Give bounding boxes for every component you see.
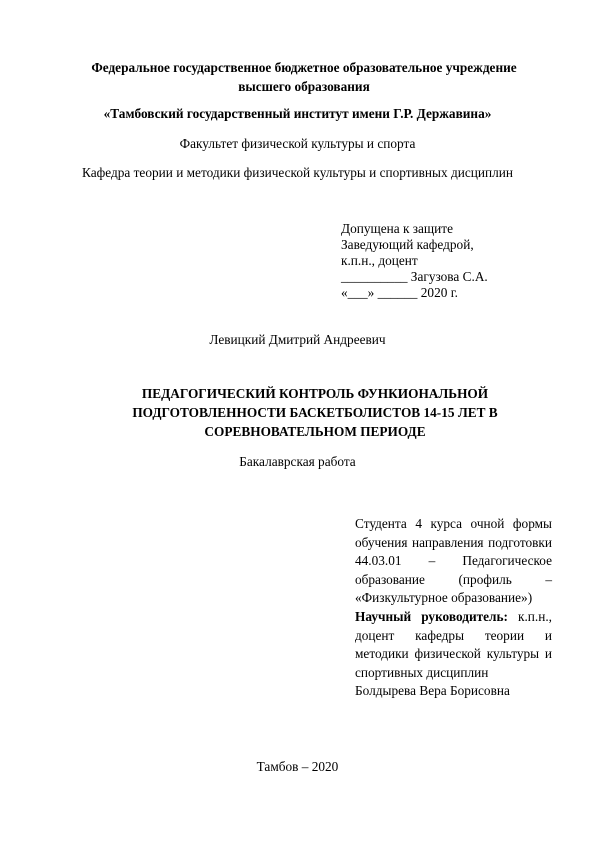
institute-name: «Тамбовский государственный институт имени Г.Р. Державина» [103, 106, 492, 121]
approval-degree: к.п.н., доцент [341, 253, 418, 268]
supervisor-details: к.п.н., доцент кафедры теории и методики физической культуры и спортивных дисциплин [355, 608, 552, 680]
approval-admitted: Допущена к защите [341, 221, 453, 236]
supervisor-info [355, 608, 552, 682]
supervisor-label: Научный руководитель: [355, 608, 508, 624]
thesis-title-line-2: ПОДГОТОВЛЕННОСТИ БАСКЕТБОЛИСТОВ 14-15 ЛЕТ В [132, 405, 498, 420]
student-info: Студента 4 курса очной формы обучения направления подготовки 44.03.01 – Педагогическое образование (профиль – «Физкультурное образование») [355, 516, 552, 606]
department-name: Кафедра теории и методики физической культуры и спортивных дисциплин [82, 165, 513, 180]
thesis-title-line-3: СОРЕВНОВАТЕЛЬНОМ ПЕРИОДЕ [204, 424, 426, 439]
ministry-line-1: Федеральное государственное бюджетное образовательное учреждение [91, 60, 517, 75]
approval-block [341, 221, 488, 301]
approval-signature: __________ Загузова С.А. [341, 269, 488, 284]
approval-date: «___» ______ 2020 г. [341, 285, 458, 300]
student-info-block [355, 515, 552, 701]
thesis-title-line-1: ПЕДАГОГИЧЕСКИЙ КОНТРОЛЬ ФУНКИОНАЛЬНОЙ [141, 386, 489, 401]
faculty-name: Факультет физической культуры и спорта [179, 136, 416, 151]
work-type: Бакалаврская работа [239, 454, 356, 469]
thesis-title [100, 384, 530, 441]
city-year: Тамбов – 2020 [256, 759, 339, 774]
supervisor-name: Болдырева Вера Борисовна [355, 683, 510, 699]
approval-head-title: Заведующий кафедрой, [341, 237, 474, 252]
author-name: Левицкий Дмитрий Андреевич [209, 332, 386, 347]
ministry-line-2: высшего образования [238, 79, 370, 94]
